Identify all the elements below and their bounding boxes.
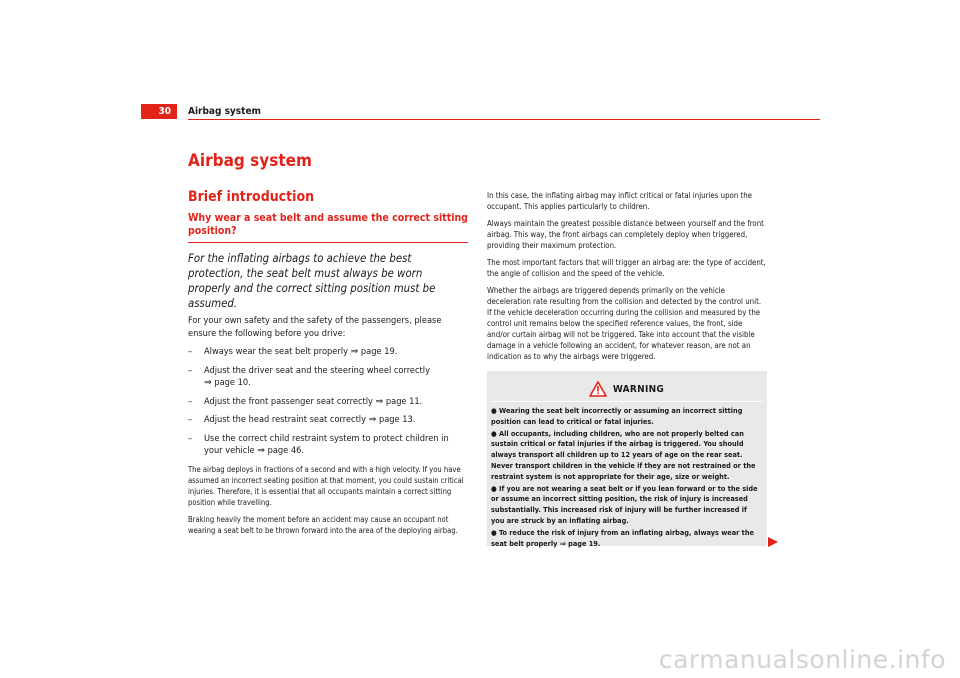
page-reference[interactable]: page 19. <box>568 538 601 548</box>
section-title: Brief introduction <box>188 189 315 205</box>
body-paragraph: Braking heavily the moment before an accident may cause an occupant not wearing a seat belt to be thrown forward into the area of the deploying airbag. <box>188 514 458 535</box>
right-column <box>487 190 767 368</box>
body-paragraph: The airbag deploys in fractions of a second and with a high velocity. If you have assumed an incorrect seating position at that moment, you could sustain critical injuries. Therefore, it is essential that all occupants maintain a correct sitting position while travelling. <box>188 464 464 507</box>
list-item: – Adjust the front passenger seat correctly ⇒ page 11. <box>188 395 423 407</box>
watermark: carmanualsonline.info <box>658 645 946 674</box>
page-reference[interactable]: page 13. <box>378 414 416 425</box>
warning-item: ● Wearing the seat belt incorrectly or assuming an incorrect sitting position can lead to critical or fatal injuries. <box>491 406 743 426</box>
running-header: Airbag system <box>188 106 261 117</box>
left-column <box>188 150 468 542</box>
warning-item: ● All occupants, including children, who are not properly belted can sustain critical or fatal injuries if the airbag is triggered. You should always transport all children up to 12 years of age on the rear seat. Never transport children in the vehicle if they are not restrained or the restraint system is not appropriate for their age, size or weight. <box>491 428 756 481</box>
page-reference[interactable]: page 19. <box>360 346 398 357</box>
continue-arrow-icon[interactable] <box>767 536 779 548</box>
body-paragraph: The most important factors that will trigger an airbag are: the type of accident, the angle of collision and the speed of the vehicle. <box>487 258 766 278</box>
list-item: – Adjust the driver seat and the steering wheel correctly ⇒ page 10. <box>188 364 430 388</box>
warning-box <box>487 371 767 546</box>
header-rule <box>188 119 820 120</box>
warning-triangle-icon <box>589 381 607 397</box>
body-paragraph: Always maintain the greatest possible distance between yourself and the front airbag. This way, the front airbags can completely deploy when triggered, providing their maximum protection. <box>487 219 764 250</box>
list-item: – Always wear the seat belt properly ⇒ page 19. <box>188 346 398 357</box>
intro-text: For the inflating airbags to achieve the best protection, the seat belt must always be worn properly and the correct sitting position must be assumed. <box>188 252 436 310</box>
warning-label: WARNING <box>612 383 665 395</box>
checklist <box>188 346 468 458</box>
warning-item: ● To reduce the risk of injury from an inflating airbag, always wear the seat belt properly ⇒ page 19. <box>491 527 754 548</box>
page-reference[interactable]: page 11. <box>385 395 423 407</box>
sub-title: Why wear a seat belt and assume the correct sitting position? <box>188 212 468 243</box>
body-paragraph: In this case, the inflating airbag may inflict critical or fatal injuries upon the occupant. This applies particularly to children. <box>487 191 753 211</box>
warning-item: ● If you are not wearing a seat belt or if you lean forward or to the side or assume an incorrect sitting position, the risk of injury is increased substantially. This increased risk of injury will be further increased if you are struck by an inflating airbag. <box>491 483 758 525</box>
list-item: – Use the correct child restraint system to protect children in your vehicle ⇒ page 46. <box>188 432 449 456</box>
chapter-title: Airbag system <box>188 151 312 171</box>
list-item: – Adjust the head restraint seat correctly ⇒ page 13. <box>188 414 416 425</box>
body-paragraph: Whether the airbags are triggered depends primarily on the vehicle deceleration rate resulting from the collision and detected by the control unit. If the vehicle deceleration occurring during the collision and measured by the control unit remains below the specified reference values, the front, side and/or curtain airbag will not be triggered. Take into account that the visible damage in a vehicle following an accident, for whatever reason, are not an indication as to why the airbags were triggered. <box>487 286 762 361</box>
page-number: 30 <box>141 104 177 119</box>
page-reference[interactable]: page 46. <box>267 445 305 456</box>
lead-text: For your own safety and the safety of the passengers, please ensure the following before you drive: <box>188 315 442 339</box>
page-reference[interactable]: page 10. <box>214 377 251 388</box>
warning-header <box>491 377 762 402</box>
